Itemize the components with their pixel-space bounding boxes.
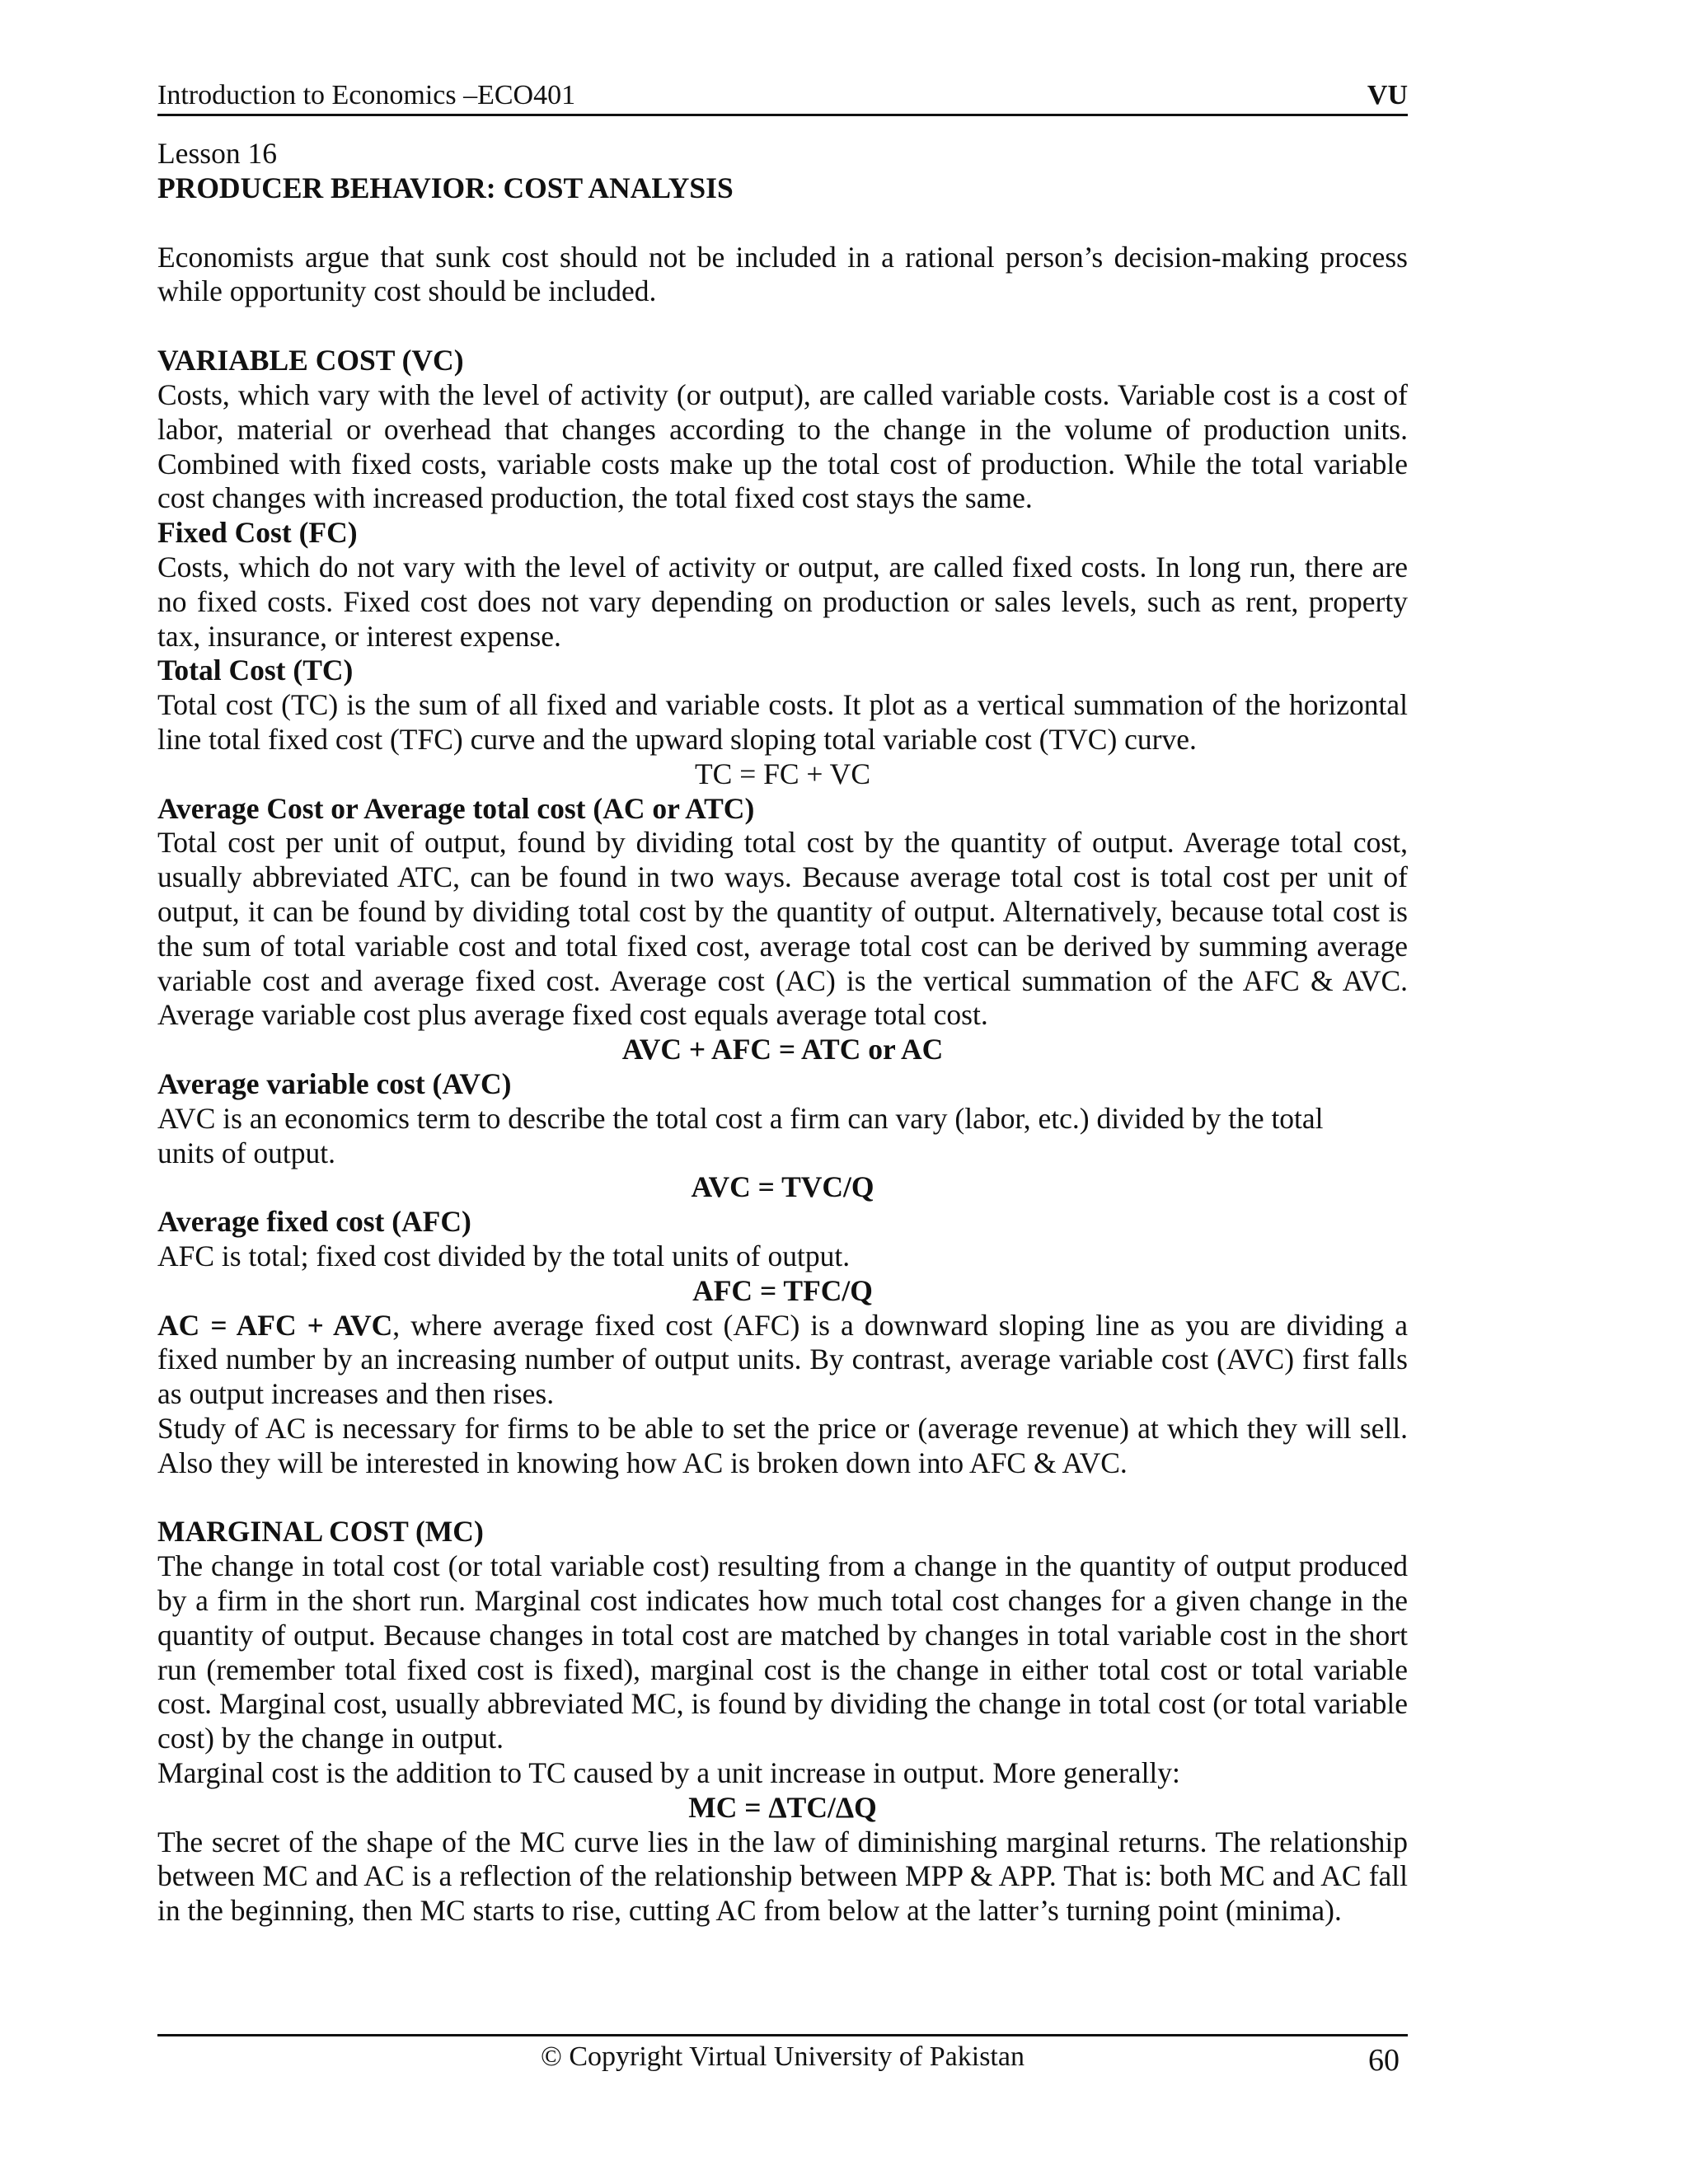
page-title: PRODUCER BEHAVIOR: COST ANALYSIS	[157, 171, 734, 204]
ac-study-paragraph: Study of AC is necessary for firms to be able to set the price or (average revenue) at which they will sell. Also they will be interested in knowing how AC is broken down into AFC & AVC.	[157, 1411, 1408, 1479]
course-title: Introduction to Economics –ECO401	[157, 80, 576, 110]
marginal-cost-general: Marginal cost is the addition to TC caused by a unit increase in output. More generally:	[157, 1756, 1180, 1790]
average-cost-equation: AVC + AFC = ATC or AC	[621, 1033, 944, 1066]
average-cost-paragraph: Total cost per unit of output, found by dividing total cost by the quantity of output. Average total cost, usually abbreviated ATC, can be found in two ways. Because average total cost is total cost per unit of output, it can be found by dividing total cost by the quantity of output. Alternatively, because total cost is the sum of total variable cost and total fixed cost, average total cost can be derived by summing average variable cost and average fixed cost. Average cost (AC) is the vertical summation of the AFC & AVC. Average variable cost plus average fixed cost equals average total cost.	[157, 826, 1408, 1032]
page-content	[157, 137, 1408, 1929]
afc-paragraph: AFC is total; fixed cost divided by the total units of output.	[157, 1239, 851, 1272]
variable-cost-paragraph: Costs, which vary with the level of activity (or output), are called variable costs. Variable cost is a cost of labor, material or overhead that changes according to the change in the volume of production units. Combined with fixed costs, variable costs make up the total cost of production. While the total variable cost changes with increased production, the total fixed cost stays the same.	[157, 377, 1408, 515]
footer-rule	[157, 2034, 1408, 2036]
copyright-notice: © Copyright Virtual University of Pakistan	[541, 2041, 1025, 2072]
institution-logo-text: VU	[1367, 80, 1408, 110]
marginal-cost-equation: MC = ΔTC/ΔQ	[688, 1790, 877, 1824]
avc-heading: Average variable cost (AVC)	[157, 1066, 512, 1100]
mc-shape-paragraph: The secret of the shape of the MC curve lies in the law of diminishing marginal returns. The relationship between MC and AC is a reflection of the relationship between MPP & APP. That is: both MC and AC fall in the beginning, then MC starts to rise, cutting AC from below at the latter’s turning point (minima).	[157, 1825, 1408, 1928]
afc-equation: AFC = TFC/Q	[692, 1273, 873, 1307]
fixed-cost-heading: Fixed Cost (FC)	[157, 516, 358, 550]
marginal-cost-heading: MARGINAL COST (MC)	[157, 1515, 484, 1549]
avc-equation: AVC = TVC/Q	[691, 1170, 874, 1204]
header-rule	[157, 114, 1408, 116]
avc-paragraph-line-2: units of output.	[157, 1136, 335, 1169]
afc-heading: Average fixed cost (AFC)	[157, 1205, 471, 1239]
lesson-number: Lesson 16	[157, 137, 277, 170]
page-number: 60	[1368, 2043, 1400, 2078]
variable-cost-heading: VARIABLE COST (VC)	[157, 344, 464, 377]
total-cost-paragraph: Total cost (TC) is the sum of all fixed and variable costs. It plot as a vertical summation of the horizontal line total fixed cost (TFC) curve and the upward sloping total variable cost (TVC) curve.	[157, 688, 1408, 756]
average-cost-heading: Average Cost or Average total cost (AC or ATC)	[157, 791, 755, 825]
marginal-cost-paragraph: The change in total cost (or total variable cost) resulting from a change in the quantity of output produced by a firm in the short run. Marginal cost indicates how much total cost changes for a given change in the quantity of output. Because changes in total cost are matched by changes in total variable cost in the short run (remember total fixed cost is fixed), marginal cost is the change in either total cost or total variable cost. Marginal cost, usually abbreviated MC, is found by dividing the change in total cost (or total variable cost) by the change in output.	[157, 1549, 1408, 1755]
intro-paragraph: Economists argue that sunk cost should not be included in a rational person’s decision-making process while opportunity cost should be included.	[157, 240, 1408, 308]
ac-relation-formula: AC = AFC + AVC	[157, 1308, 393, 1342]
fixed-cost-paragraph: Costs, which do not vary with the level of activity or output, are called fixed costs. In long run, there are no fixed costs. Fixed cost does not vary depending on production or sales levels, such as rent, property tax, insurance, or interest expense.	[157, 550, 1408, 653]
avc-paragraph-line-1: AVC is an economics term to describe the total cost a firm can vary (labor, etc.) divided by the total	[157, 1101, 1324, 1135]
total-cost-equation: TC = FC + VC	[695, 757, 870, 790]
total-cost-heading: Total Cost (TC)	[157, 654, 354, 687]
ac-relation-paragraph	[157, 1309, 1408, 1412]
ac-relation-text: , where average fixed cost (AFC) is a downward sloping line as you are dividing a fixed number by an increasing number of output units. By contrast, average variable cost (AVC) first falls as output increases and then rises.	[157, 1308, 1408, 1411]
